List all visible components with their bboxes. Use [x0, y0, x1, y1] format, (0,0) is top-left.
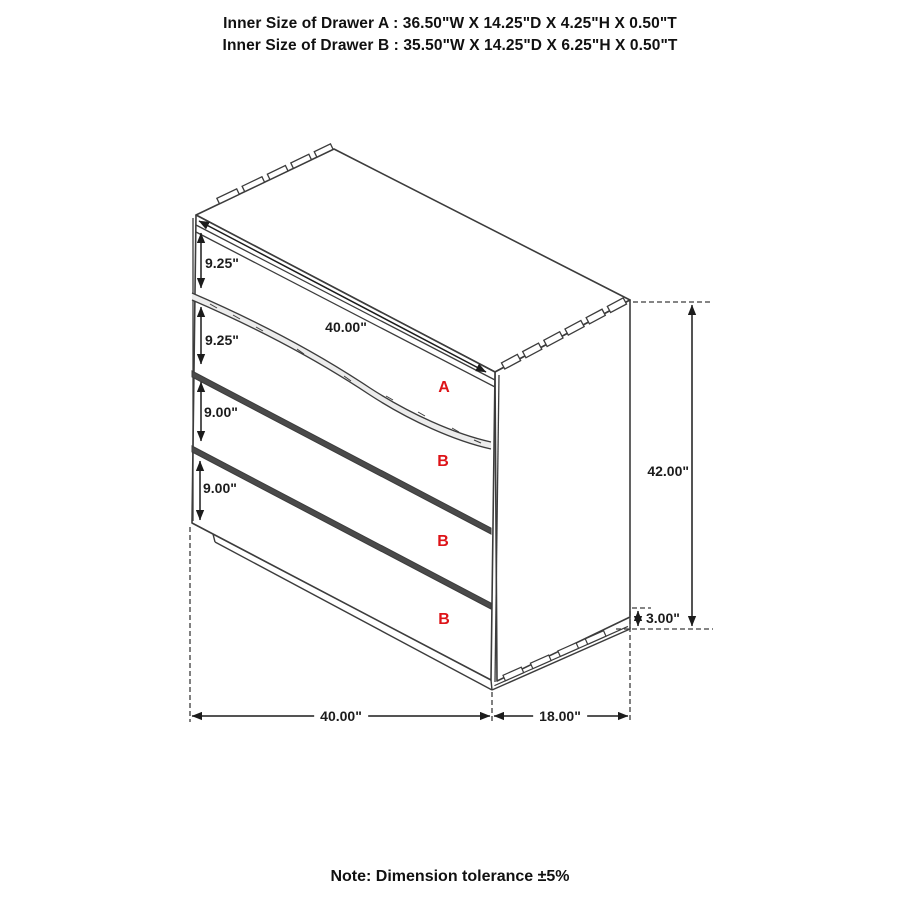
drawer-b-size-text: Inner Size of Drawer B : 35.50"W X 14.25"D X 6.25"H X 0.50"T: [222, 37, 678, 54]
drawer-label-b3: B: [438, 611, 450, 628]
drawer-a-size-text: Inner Size of Drawer A : 36.50"W X 14.25"D X 4.25"H X 0.50"T: [223, 15, 677, 32]
drawer-label-b2: B: [437, 533, 449, 550]
dim-label-drawer3-height: 9.00": [204, 404, 238, 420]
dim-label-drawer4-height: 9.00": [203, 480, 237, 496]
dim-label-height: 42.00": [647, 463, 689, 479]
dim-label-top-width: 40.00": [325, 319, 367, 335]
dim-label-drawer1-height: 9.25": [205, 255, 239, 271]
dim-label-base-height: 3.00": [646, 610, 680, 626]
dim-label-drawer2-height: 9.25": [205, 332, 239, 348]
tolerance-note: Note: Dimension tolerance ±5%: [330, 868, 570, 885]
drawer-label-a: A: [438, 379, 450, 396]
dim-label-bottom-width: 40.00": [314, 709, 368, 723]
dim-label-depth: 18.00": [533, 709, 587, 723]
drawer-label-b1: B: [437, 453, 449, 470]
